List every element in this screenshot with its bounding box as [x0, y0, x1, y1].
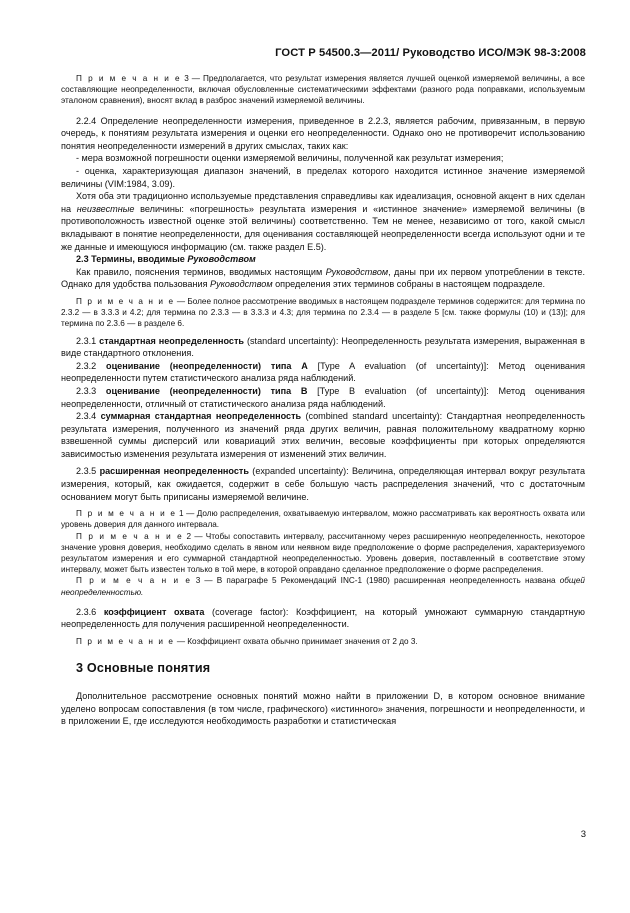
note-top — [61, 73, 585, 107]
note-label: П р и м е ч а н и е — [76, 531, 184, 541]
term-definition: (coverage factor): Коэффициент, на который умножают суммарную стандартную неопределенность для получения расширенной неопределенности. — [61, 606, 585, 630]
note-2-3-6 — [61, 636, 585, 647]
term-2-3-1 — [61, 335, 585, 360]
term-2-3-3 — [61, 385, 585, 410]
term-number: 2.3.5 — [76, 466, 100, 477]
section-heading-3: 3 Основные понятия — [76, 661, 211, 676]
term-name: оценивание (неопределенности) типа B — [105, 385, 308, 396]
heading-text: 2.3 Термины, вводимые — [76, 254, 188, 265]
text-run: Как правило, пояснения терминов, вводимых настоящим — [76, 266, 326, 277]
note-2-3 — [61, 296, 585, 330]
text-run: Хотя оба эти традиционно используемые представления справедливы как идеализация, основной акцент в них сделан на — [61, 191, 585, 214]
term-name: оценивание (неопределенности) типа A — [106, 360, 308, 371]
note-label: П р и м е ч а н и е — [76, 637, 175, 647]
note-text: 1 — Долю распределения, охватываемую интервалом, можно рассматривать как вероятность охвата или уровень доверия для данного интервала. — [61, 509, 586, 530]
text-run-italic: Руководством — [210, 279, 273, 290]
note-text: 2 — Чтобы сопоставить интервалу, рассчитанному через расширенную неопределенность, некоторое значение уровня доверия, необходимо сделать в явном или неявном виде предположение о форме распределения, характеризуемого результатом измерения и его суммарной стандартной неопределенностью. Уровень доверия, поставленный в соответствие этому интервалу, может быть известен только в той мере, в которой оправдано сделанное предположение о форме распределения. — [61, 531, 585, 575]
term-name: расширенная неопределенность — [99, 466, 249, 477]
paragraph-section-3: Дополнительное рассмотрение основных понятий можно найти в приложении D, в котором основное внимание уделено вопросам сопоставления (в том числе, графического) «истинного» значения, погрешности и неопределенности, и в приложении E, где исследуются необходимость разработки и статистическая — [61, 691, 585, 727]
note-label: П р и м е ч а н и е — [76, 509, 177, 519]
page-content — [61, 73, 585, 728]
paragraph-2-3 — [61, 266, 585, 291]
note-text: 3 — Предполагается, что результат измерения является лучшей оценкой измеряемой величины, а все составляющие неопределенности, включая обусловленные систематическими эффектами (разного рода поправками, используемым эталоном сравнения), вносят вклад в разброс значений измеряемой величины. — [61, 74, 585, 106]
term-name: стандартная неопределенность — [99, 335, 245, 346]
text-run-italic: Руководством — [325, 266, 389, 277]
term-definition: (combined standard uncertainty): Стандартная неопределенность результата измерения, полученного из значений ряда других величин, равная положительному квадратному корню взвешенной суммы дисперсий или ковариаций этих величин, весовые коэффициенты при которых определяются зависимостью изменения результата измерения от изменений этих величин. — [61, 411, 586, 459]
term-definition: [Type B evaluation (of uncertainty)]: Метод оценивания неопределенности, отличный от статистического анализа ряда наблюдений. — [61, 385, 585, 409]
term-2-3-5 — [61, 465, 585, 503]
note-text: 3 — В параграфе 5 Рекомендаций INC-1 (1980) расширенная неопределенность названа — [191, 576, 560, 586]
note-2 — [61, 531, 585, 576]
note-3 — [61, 575, 585, 597]
term-2-3-4 — [61, 410, 585, 460]
note-1 — [61, 508, 585, 530]
note-label: П р и м е ч а н и е — [76, 576, 192, 586]
term-number: 2.3.3 — [76, 385, 106, 396]
note-text: — Более полное рассмотрение вводимых в настоящем подразделе терминов содержится: для термина по 2.3.2 — в 3.3.3 и 4.2; для термина по 2.3.3 — в 3.3.3 и 4.3; для термина по 2.3.4 — в разделе 5 [см. также формулы (10) и (13)]; для термина по 2.3.6 — в разделе 6. — [61, 296, 585, 329]
note-label: П р и м е ч а н и е — [76, 74, 182, 83]
paragraph-2-2-4: 2.2.4 Определение неопределенности измерения, приведенное в 2.2.3, является рабочим, привязанным, в первую очередь, к понятиям результата измерения и оценки его неопределенности. Однако оно не противоречит использованию понятия неопределенности измерений в других смыслах, таких как: — [61, 115, 585, 151]
note-text-italic: общей неопределенностью. — [61, 576, 585, 597]
note-label: П р и м е ч а н и е — [76, 296, 175, 306]
heading-text-italic: Руководством — [187, 254, 256, 265]
text-run: величины: «погрешность» результата измерения и «истинное значение» измеряемой величины (в противоположность известной оценке этой величины) соответственно. Тем не менее, независимо от того, какой смысл вкладывают в понятие неопределенности, для оценивания составляющей неопределенности всегда используют одни и те же данные и имеющуюся информацию (см. также раздел E.5). — [61, 203, 586, 252]
text-run-italic: неизвестные — [76, 203, 135, 214]
note-text: — Коэффициент охвата обычно принимает значения от 2 до 3. — [174, 637, 418, 647]
term-definition: (expanded uncertainty): Величина, определяющая интервал вокруг результата измерения, который, как ожидается, содержит в себе большую часть распределения значений, что с достаточным основанием могут быть приписаны измеряемой величине. — [61, 466, 585, 502]
bullet-item: - мера возможной погрешности оценки измеряемой величины, полученной как результат измерения; — [76, 153, 504, 164]
page-number: 3 — [580, 829, 586, 840]
term-number: 2.3.2 — [76, 360, 107, 371]
term-2-3-2 — [61, 360, 585, 385]
term-name: коэффициент охвата — [103, 606, 205, 617]
term-number: 2.3.6 — [76, 606, 104, 617]
bullet-item: - оценка, характеризующая диапазон значений, в пределах которого находится истинное значение измеряемой величины (VIM:1984, 3.09). — [61, 165, 585, 189]
term-number: 2.3.4 — [76, 411, 101, 422]
subsection-heading-2-3 — [61, 253, 585, 266]
term-number: 2.3.1 — [76, 335, 100, 346]
term-definition: [Type A evaluation (of uncertainty)]: Метод оценивания неопределенности путем статистического анализа ряда наблюдений. — [61, 360, 586, 384]
paragraph-both — [61, 190, 585, 253]
page-header: ГОСТ Р 54500.3—2011/ Руководство ИСО/МЭК 98-3:2008 — [275, 47, 586, 59]
text-run: определения этих терминов собраны в настоящем подразделе. — [272, 279, 546, 290]
term-definition: (standard uncertainty): Неопределенность результата измерения, выраженная в виде стандартного отклонения. — [61, 335, 585, 359]
term-name: суммарная стандартная неопределенность — [100, 411, 302, 422]
text-run: , даны при их первом употреблении в тексте. Однако для удобства пользования — [61, 266, 585, 290]
term-2-3-6 — [61, 606, 585, 631]
